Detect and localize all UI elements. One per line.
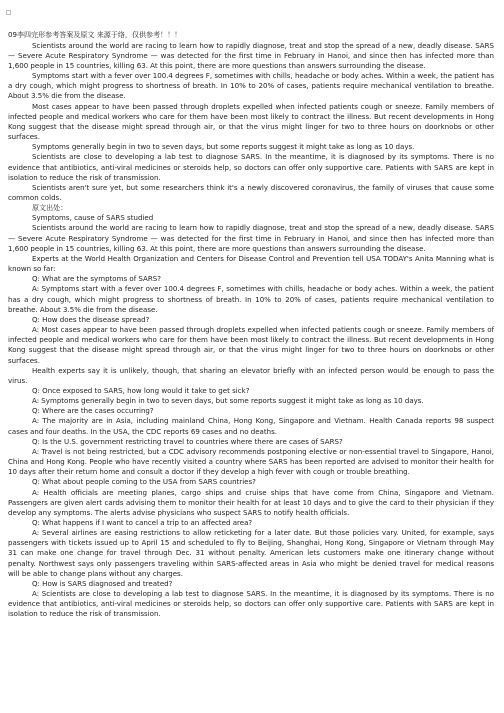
answer: A: Scientists are close to developing a lab test to diagnose SARS. In the meantime, it is diagnosed by its symptoms. There is no evidence that antibiotics, anti-viral medicines or steroids help, so doctors can offer only supportive care. Patients with SARS are kept in isolation to reduce the risk of transmission. [8, 589, 494, 619]
question: Q: Where are the cases occurring? [32, 406, 154, 416]
answer: A: Symptoms generally begin in two to seven days, but some reports suggest it might take as long as 10 days. [32, 396, 424, 406]
page-corner-mark [6, 10, 11, 15]
document-body [8, 30, 494, 620]
question: Q: What happens if I want to cancel a trip to an affected area? [32, 518, 253, 527]
paragraph: Scientists aren't sure yet, but some researchers think it's a newly discovered coronavirus, the family of viruses that cause some common colds. [8, 182, 494, 202]
answer: A: Health officials are meeting planes, cargo ships and cruise ships that have come from China, Singapore and Vietnam. Passengers are given alert cards advising them to monitor their health for at least 10 days and to give the card to their physician if they develop any symptoms. The alerts advise physicians who suspect SARS to notify health officials. [8, 487, 494, 517]
answer: A: Most cases appear to have been passed through droplets expelled when infected patients cough or sneeze. Family members of infected people and medical workers who care for them have been most likely to contract the illness. But recent developments in Hong Kong suggest that the disease might spread through air, or that the virus might linger for two to three hours on doorknobs or other surfaces. [8, 325, 494, 365]
question: Q: How does the disease spread? [32, 314, 150, 324]
paragraph: Scientists are close to developing a lab test to diagnose SARS. In the meantime, it is diagnosed by its symptoms. There is no evidence that antibiotics, anti-viral medicines or steroids help, so doctors can offer only supportive care. Patients with SARS are kept in isolation to reduce the risk of transmission. [8, 152, 494, 182]
question: Q: Once exposed to SARS, how long would it take to get sick? [32, 385, 250, 395]
answer: A: Several airlines are easing restrictions to allow reticketing for a later date. But those policies vary. United, for example, says passengers with tickets issued up to April 15 and scheduled to fly to Beijing, Shanghai, Hong Kong, Singapore or Vietnam through May 31 can make one change for travel through Dec. 31 without penalty. American lets customers make one itinerary change without penalty. Northwest says only passengers traveling within SARS-affected areas in Asia who might be denied travel for medical reasons will be able to change plans without any charges. [8, 528, 494, 578]
answer: A: Travel is not being restricted, but a CDC advisory recommends postponing elective or non-essential travel to Singapore, Hanoi, China and Hong Kong. People who have recently visited a country where SARS has been reported are advised to monitor their health for 10 days after their return home and consult a doctor if they develop a high fever with cough or trouble breathing. [8, 446, 494, 477]
answer: A: The majority are in Asia, including mainland China, Hong Kong, Singapore and Vietnam. Health Canada reports 98 suspect cases and four deaths. In the USA, the CDC reports 69 cases and no deaths. [8, 416, 494, 436]
paragraph: Most cases appear to have been passed through droplets expelled when infected patients cough or sneeze. Family members of infected people and medical workers who care for them have been most likely to contract the illness. But recent developments in Hong Kong suggest that the disease might spread through air, or that the virus might linger for two to three hours on doorknobs or other surfaces. [8, 101, 494, 142]
paragraph: Symptoms generally begin in two to seven days, but some reports suggest it might take as long as 10 days. [32, 142, 415, 152]
question: Q: What about people coming to the USA from SARS countries? [32, 477, 256, 487]
source-title: Symptoms, cause of SARS studied [32, 213, 154, 223]
paragraph: Experts at the World Health Organization and Centers for Disease Control and Prevention tell USA TODAY's Anita Manning what is known so far: [8, 253, 494, 274]
header-line: 09李四完形参考答案及原文 来源于络，仅供参考！！！ [8, 30, 182, 39]
question: Q: Is the U.S. government restricting travel to countries where there are cases of SARS? [32, 436, 343, 446]
paragraph: Scientists around the world are racing to learn how to rapidly diagnose, treat and stop the spread of a new, deadly disease. SARS — Severe Acute Respiratory Syndrome — was detected for the first time in February in Hanoi, and since then has infected more than 1,600 people in 15 countries, killing 63. At this point, there are more questions than answers surrounding the disease. [8, 223, 494, 253]
paragraph: Scientists around the world are racing to learn how to rapidly diagnose, treat and stop the spread of a new, deadly disease. SARS — Severe Acute Respiratory Syndrome — was detected for the first time in February in Hanoi, and since then has infected more than 1,600 people in 15 countries, killing 63. At this point, there are more questions than answers surrounding the disease. [8, 40, 494, 70]
question: Q: How is SARS diagnosed and treated? [32, 578, 173, 588]
source-label: 原文出处： [32, 203, 68, 213]
answer: A: Symptoms start with a fever over 100.4 degrees F, sometimes with chills, headache or body aches. Within a week, the patient has a dry cough, which might progress to shortness of breath. In 10% to 20% of cases, patients require mechanical ventilation to breathe. About 3.5% die from the disease. [8, 284, 494, 314]
paragraph: Health experts say it is unlikely, though, that sharing an elevator briefly with an infected person would be enough to pass the virus. [8, 365, 494, 385]
paragraph: Symptoms start with a fever over 100.4 degrees F, sometimes with chills, headache or body aches. Within a week, the patient has a dry cough, which might progress to shortness of breath. In 10% to 20% of cases, patients require mechanical ventilation to breathe. About 3.5% die from the disease. [8, 71, 494, 101]
question: Q: What are the symptoms of SARS? [32, 274, 161, 284]
